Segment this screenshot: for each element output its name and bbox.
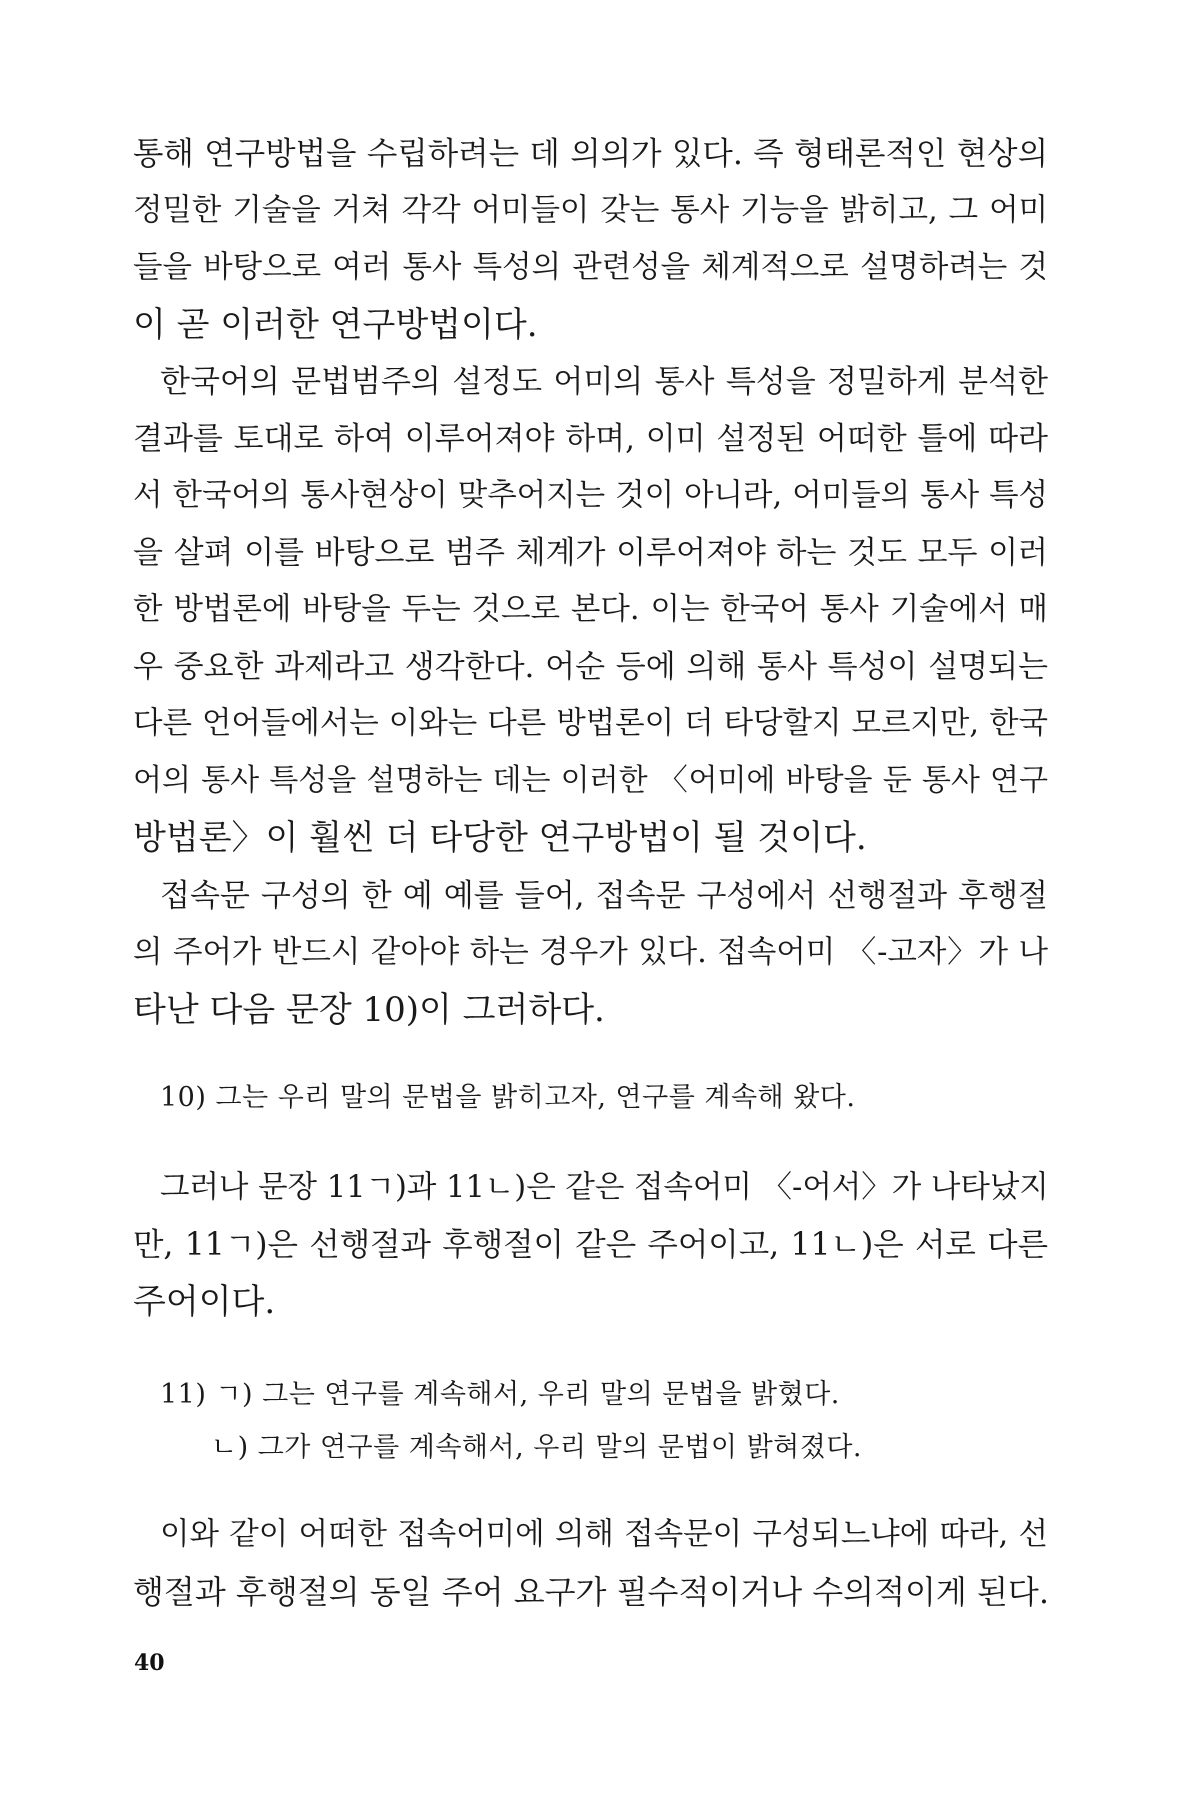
example-sentence-11a: 11) ㄱ) 그는 연구를 계속해서, 우리 말의 문법을 밝혔다. — [160, 1379, 840, 1410]
body-line: 서 한국어의 통사현상이 맞추어지는 것이 아니라, 어미들의 통사 특성 — [133, 478, 1048, 513]
body-line: 의 주어가 반드시 같아야 하는 경우가 있다. 접속어미 〈-고자〉가 나 — [133, 935, 1048, 970]
body-line: 한국어의 문법범주의 설정도 어미의 통사 특성을 정밀하게 분석한 — [160, 364, 1048, 400]
body-line: 방법론〉이 훨씬 더 타당한 연구방법이 될 것이다. — [133, 818, 867, 858]
body-line: 이와 같이 어떠한 접속어미에 의해 접속문이 구성되느냐에 따라, 선 — [160, 1517, 1048, 1552]
body-line: 결과를 토대로 하여 이루어져야 하며, 이미 설정된 어떠한 틀에 따라 — [133, 421, 1048, 457]
body-line: 들을 바탕으로 여러 통사 특성의 관련성을 체계적으로 설명하려는 것 — [133, 250, 1048, 285]
body-line: 타난 다음 문장 10)이 그러하다. — [133, 990, 605, 1030]
body-line: 행절과 후행절의 동일 주어 요구가 필수적이거나 수의적이게 된다. — [133, 1573, 1050, 1611]
body-line: 어의 통사 특성을 설명하는 데는 이러한 〈어미에 바탕을 둔 통사 연구 — [133, 763, 1048, 798]
body-line: 이 곧 이러한 연구방법이다. — [133, 305, 538, 345]
body-line: 우 중요한 과제라고 생각한다. 어순 등에 의해 통사 특성이 설명되는 — [133, 649, 1048, 685]
example-sentence-10: 10) 그는 우리 말의 문법을 밝히고자, 연구를 계속해 왔다. — [160, 1082, 856, 1113]
body-line: 통해 연구방법을 수립하려는 데 의의가 있다. 즉 형태론적인 현상의 — [133, 136, 1048, 172]
body-line: 정밀한 기술을 거쳐 각각 어미들이 갖는 통사 기능을 밝히고, 그 어미 — [133, 193, 1048, 228]
body-line: 을 살펴 이를 바탕으로 범주 체계가 이루어져야 하는 것도 모두 이러 — [133, 535, 1048, 571]
body-line: 그러나 문장 11ㄱ)과 11ㄴ)은 같은 접속어미 〈-어서〉가 나타났지 — [160, 1170, 1049, 1205]
body-line: 다른 언어들에서는 이와는 다른 방법론이 더 타당할지 모르지만, 한국 — [133, 706, 1048, 741]
page-number: 40 — [134, 1650, 165, 1676]
body-line: 만, 11ㄱ)은 선행절과 후행절이 같은 주어이고, 11ㄴ)은 서로 다른 — [133, 1227, 1048, 1263]
example-sentence-11b: ㄴ) 그가 연구를 계속해서, 우리 말의 문법이 밝혀졌다. — [211, 1432, 862, 1463]
body-line: 접속문 구성의 한 예 예를 들어, 접속문 구성에서 선행절과 후행절 — [160, 878, 1048, 914]
body-line: 주어이다. — [133, 1282, 276, 1322]
body-line: 한 방법론에 바탕을 두는 것으로 본다. 이는 한국어 통사 기술에서 매 — [133, 592, 1048, 627]
